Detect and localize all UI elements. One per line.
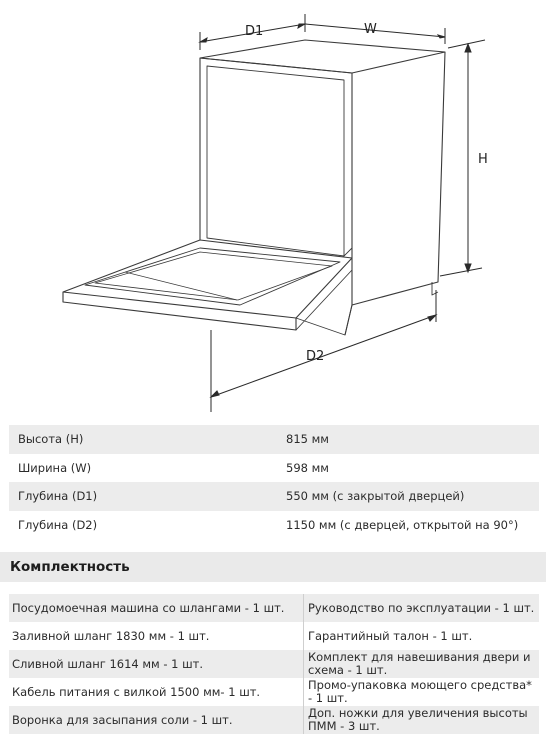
cabinet-side	[352, 52, 445, 305]
kit-item-left: Воронка для засыпания соли - 1 шт.	[9, 706, 304, 734]
kit-row	[9, 706, 539, 734]
kit-item-right: Доп. ножки для увеличения высоты ПММ - 3 шт.	[308, 706, 528, 733]
kit-item-right: Руководство по эксплуатации - 1 шт.	[308, 600, 535, 615]
open-door-front	[63, 292, 296, 330]
kit-item-right: Комплект для навешивания двери и схема - 1 шт.	[308, 650, 531, 677]
spec-label: Высота (H)	[18, 432, 84, 447]
kit-item-left: Посудомоечная машина со шлангами - 1 шт.	[9, 594, 304, 622]
kit-row	[9, 622, 539, 650]
kit-item-left: Сливной шланг 1614 мм - 1 шт.	[9, 650, 304, 678]
spec-label: Ширина (W)	[18, 460, 92, 475]
spec-label: Глубина (D2)	[18, 517, 98, 532]
spec-row-width	[9, 454, 539, 483]
kit-item-right: Промо-упаковка моющего средства* - 1 шт.	[308, 678, 532, 705]
label-d1: D1	[245, 24, 264, 39]
spec-row-depth-d1	[9, 482, 539, 511]
kit-row	[9, 650, 539, 678]
spec-row-height	[9, 425, 539, 454]
cabinet-top	[200, 40, 445, 73]
kit-table	[9, 594, 539, 734]
kit-row	[9, 594, 539, 622]
spec-value: 598 мм	[286, 460, 329, 475]
kit-row	[9, 678, 539, 706]
kit-item-left: Заливной шланг 1830 мм - 1 шт.	[9, 622, 304, 650]
spec-value: 815 мм	[286, 432, 329, 447]
label-w: W	[364, 22, 377, 37]
spec-label: Глубина (D1)	[18, 489, 98, 504]
label-h: H	[478, 152, 488, 167]
dimensions-table	[9, 425, 539, 539]
spec-value: 550 мм (с закрытой дверцей)	[286, 489, 465, 504]
kit-item-left: Кабель питания с вилкой 1500 мм- 1 шт.	[9, 678, 304, 706]
spec-row-depth-d2	[9, 511, 539, 540]
kit-section-title: Комплектность	[0, 552, 546, 582]
label-d2: D2	[306, 349, 325, 364]
kit-item-right: Гарантийный талон - 1 шт.	[308, 628, 473, 643]
cabinet-opening	[207, 66, 344, 256]
spec-value: 1150 мм (с дверцей, открытой на 90°)	[286, 517, 519, 532]
cabinet-front	[200, 58, 352, 335]
